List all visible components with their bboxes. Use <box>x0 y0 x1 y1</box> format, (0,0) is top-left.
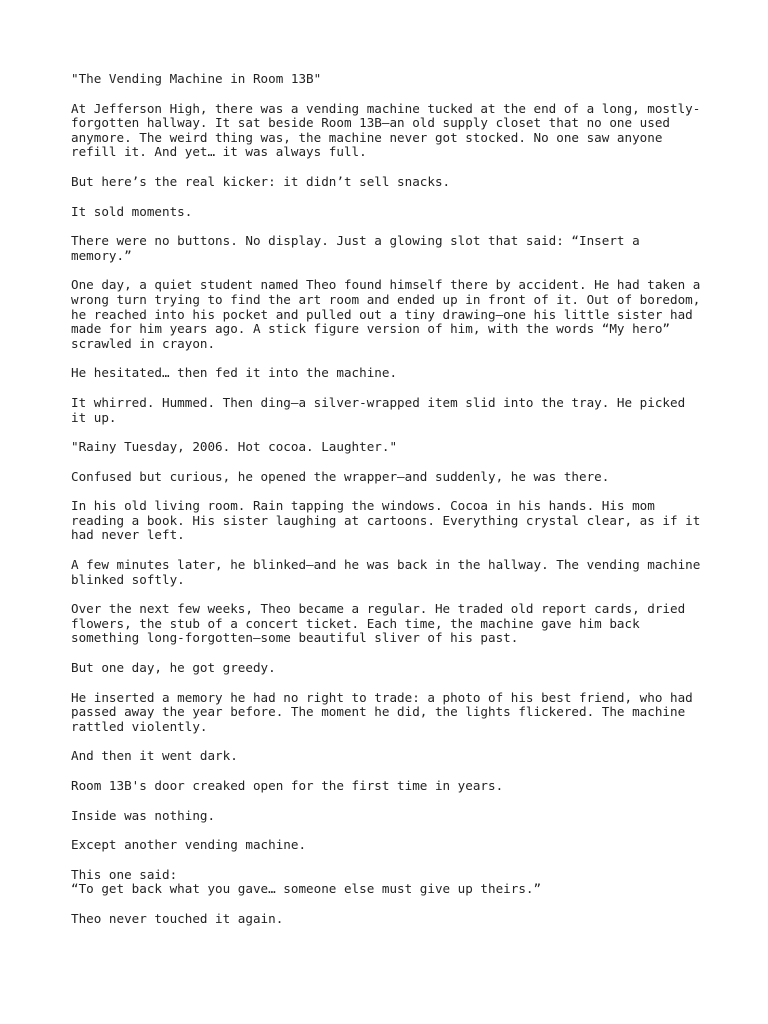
paragraph: A few minutes later, he blinked—and he was back in the hallway. The vending machine blinked softly. <box>71 557 701 587</box>
paragraph: But one day, he got greedy. <box>71 660 276 676</box>
paragraph: He inserted a memory he had no right to trade: a photo of his best friend, who had passed away the year before. The moment he did, the lights flickered. The machine rattled violently. <box>71 689 693 734</box>
paragraph: In his old living room. Rain tapping the windows. Cocoa in his hands. His mom reading a book. His sister laughing at cartoons. Everything crystal clear, as if it had never left. <box>71 498 701 543</box>
paragraph: And then it went dark. <box>71 748 238 764</box>
paragraph: There were no buttons. No display. Just a glowing slot that said: “Insert a memory.” <box>71 233 640 263</box>
paragraph: "Rainy Tuesday, 2006. Hot cocoa. Laughter." <box>71 439 398 455</box>
paragraph: Over the next few weeks, Theo became a regular. He traded old report cards, dried flowers, the stub of a concert ticket. Each time, the machine gave him back something long-forgotten—some beautiful sliver of his past. <box>71 601 686 646</box>
paragraph: Inside was nothing. <box>71 807 216 823</box>
paragraph: It sold moments. <box>71 203 193 219</box>
paragraph: Except another vending machine. <box>71 837 307 853</box>
paragraph: But here’s the real kicker: it didn’t sell snacks. <box>71 173 451 189</box>
paragraph: He hesitated… then fed it into the machine. <box>71 365 398 381</box>
paragraph: At Jefferson High, there was a vending machine tucked at the end of a long, mostly- forgotten hallway. It sat beside Room 13B—an old supply closet that no one used anymore. The weird thing was, the machine never got stocked. No one saw anyone refill it. And yet… it was always full. <box>71 100 701 160</box>
paragraph: One day, a quiet student named Theo found himself there by accident. He had taken a wrong turn trying to find the art room and ended up in front of it. Out of boredom, he reached into his pocket and pulled out a tiny drawing—one his little sister had made for him years ago. A stick figure version of him, with the words “My hero” scrawled in crayon. <box>71 277 701 351</box>
paragraph: This one said: “To get back what you gave… someone else must give up theirs.” <box>71 866 542 897</box>
paragraph: Confused but curious, he opened the wrapper—and suddenly, he was there. <box>71 468 610 484</box>
story-title: "The Vending Machine in Room 13B" <box>71 71 322 86</box>
document-page <box>71 72 701 942</box>
paragraph: It whirred. Hummed. Then ding—a silver-wrapped item slid into the tray. He picked it up. <box>71 394 686 425</box>
paragraph: Theo never touched it again. <box>71 910 284 926</box>
paragraph: Room 13B's door creaked open for the first time in years. <box>71 778 504 793</box>
